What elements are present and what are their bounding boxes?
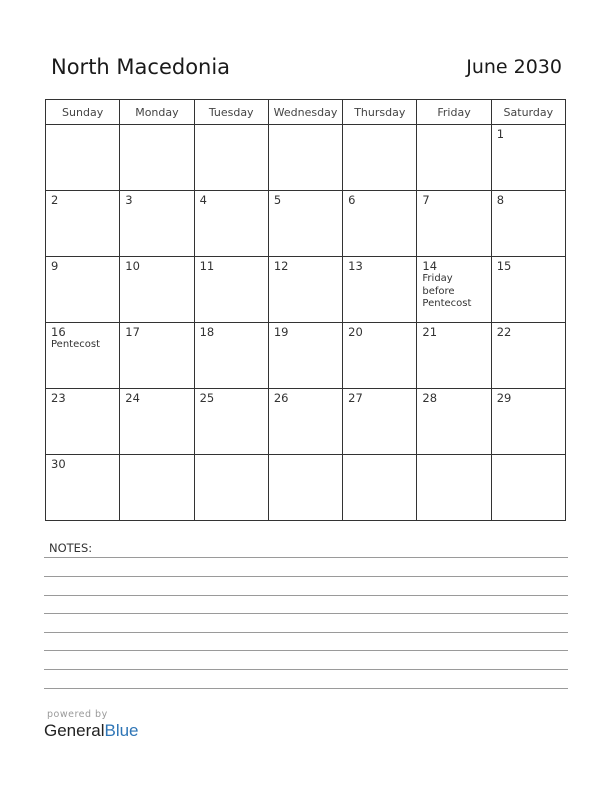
brand-logo-part2: Blue [104, 721, 139, 740]
notes-line [44, 650, 568, 651]
calendar-day-cell[interactable] [46, 455, 120, 521]
holiday-event: Pentecost [422, 298, 472, 309]
weekday-header: Monday [120, 100, 194, 125]
calendar-day-cell[interactable] [491, 257, 565, 323]
calendar-day-cell[interactable] [46, 389, 120, 455]
calendar-day-cell[interactable] [194, 191, 268, 257]
notes-line [44, 613, 568, 614]
calendar-week-row [46, 389, 566, 455]
day-number: 25 [199, 391, 215, 405]
calendar-day-cell[interactable] [46, 323, 120, 389]
notes-line [44, 688, 568, 689]
calendar-day-cell[interactable] [46, 125, 120, 191]
calendar-day-cell[interactable] [120, 191, 194, 257]
day-number [120, 125, 193, 127]
calendar-day-cell[interactable] [46, 191, 120, 257]
day-number: 19 [273, 325, 289, 339]
notes-line [44, 576, 568, 577]
day-number: 30 [51, 457, 66, 471]
day-number: 13 [348, 259, 363, 273]
day-number [269, 455, 342, 457]
holiday-event: Friday [422, 273, 453, 284]
calendar-day-cell[interactable] [194, 323, 268, 389]
calendar-day-cell[interactable] [194, 389, 268, 455]
calendar-day-cell[interactable] [46, 257, 120, 323]
calendar-day-cell[interactable] [343, 257, 417, 323]
notes-line [44, 632, 568, 633]
weekday-header: Tuesday [194, 100, 268, 125]
notes-line [44, 557, 568, 558]
brand-logo-part1: General [44, 721, 105, 740]
holiday-event: before [422, 285, 455, 297]
day-number: 26 [273, 391, 289, 405]
day-number: 4 [199, 193, 207, 207]
calendar-month-title: June 2030 [466, 56, 562, 78]
day-number: 3 [125, 193, 133, 207]
day-number [195, 125, 268, 127]
day-number [269, 125, 342, 127]
day-number: 21 [422, 325, 438, 339]
calendar-day-cell[interactable] [343, 455, 417, 521]
calendar-day-cell[interactable] [268, 323, 342, 389]
calendar-day-cell[interactable] [491, 455, 565, 521]
calendar-day-cell[interactable] [417, 125, 491, 191]
day-number: 2 [51, 193, 59, 207]
powered-by-text: powered by [47, 709, 108, 720]
calendar-day-cell[interactable] [417, 191, 491, 257]
day-number: 15 [496, 259, 512, 273]
calendar-day-cell[interactable] [194, 257, 268, 323]
day-number: 14 [422, 259, 438, 273]
day-number: 17 [125, 325, 140, 339]
weekday-header: Wednesday [268, 100, 342, 125]
calendar-day-cell[interactable] [417, 257, 491, 323]
calendar-day-cell[interactable] [268, 125, 342, 191]
calendar-day-cell[interactable] [120, 323, 194, 389]
calendar-day-cell[interactable] [417, 455, 491, 521]
calendar-week-row [46, 455, 566, 521]
calendar-country-title: North Macedonia [51, 55, 231, 79]
calendar-day-cell[interactable] [491, 389, 565, 455]
calendar-day-cell[interactable] [120, 389, 194, 455]
calendar-week-row [46, 125, 566, 191]
calendar-day-cell[interactable] [194, 455, 268, 521]
notes-line [44, 669, 568, 670]
day-number: 8 [496, 193, 505, 207]
day-number: 7 [422, 193, 430, 207]
calendar-day-cell[interactable] [120, 455, 194, 521]
weekday-header: Saturday [491, 100, 565, 125]
calendar-day-cell[interactable] [268, 455, 342, 521]
calendar-day-cell[interactable] [120, 257, 194, 323]
day-number [46, 125, 119, 127]
calendar-day-cell[interactable] [268, 389, 342, 455]
calendar-day-cell[interactable] [343, 323, 417, 389]
day-number: 27 [348, 391, 363, 405]
day-number: 28 [422, 391, 438, 405]
day-number [417, 455, 490, 457]
calendar-day-cell[interactable] [343, 389, 417, 455]
calendar-day-cell[interactable] [417, 323, 491, 389]
day-number: 24 [125, 391, 140, 405]
day-number: 29 [496, 391, 512, 405]
calendar-week-row [46, 323, 566, 389]
day-number [343, 455, 416, 457]
notes-line [44, 595, 568, 596]
calendar-day-cell[interactable] [343, 125, 417, 191]
holiday-event: Pentecost [51, 339, 100, 350]
weekday-header-row [46, 100, 566, 125]
calendar-day-cell[interactable] [268, 191, 342, 257]
calendar-week-row [46, 257, 566, 323]
calendar-day-cell[interactable] [268, 257, 342, 323]
day-number: 9 [51, 259, 59, 273]
day-number: 10 [125, 259, 140, 273]
weekday-header: Friday [417, 100, 491, 125]
day-number: 22 [496, 325, 512, 339]
calendar-day-cell[interactable] [417, 389, 491, 455]
day-number [492, 455, 565, 457]
day-number [417, 125, 490, 127]
calendar-day-cell[interactable] [491, 125, 565, 191]
calendar-day-cell[interactable] [343, 191, 417, 257]
day-number: 20 [348, 325, 363, 339]
day-number [120, 455, 193, 457]
day-number: 16 [51, 325, 66, 339]
weekday-header: Sunday [46, 100, 120, 125]
brand-logo[interactable] [44, 721, 139, 741]
calendar-day-cell[interactable] [491, 191, 565, 257]
calendar-day-cell[interactable] [491, 323, 565, 389]
calendar-grid [45, 99, 566, 521]
calendar-week-row [46, 191, 566, 257]
day-number: 12 [273, 259, 289, 273]
weekday-header: Thursday [343, 100, 417, 125]
notes-label: NOTES: [49, 541, 93, 555]
day-number: 6 [348, 193, 356, 207]
calendar-day-cell[interactable] [194, 125, 268, 191]
day-number: 23 [51, 391, 66, 405]
day-number: 5 [273, 193, 282, 207]
day-number: 1 [496, 127, 505, 141]
day-number: 11 [199, 259, 215, 273]
calendar-day-cell[interactable] [120, 125, 194, 191]
day-number [343, 125, 416, 127]
day-number [195, 455, 268, 457]
day-number: 18 [199, 325, 215, 339]
